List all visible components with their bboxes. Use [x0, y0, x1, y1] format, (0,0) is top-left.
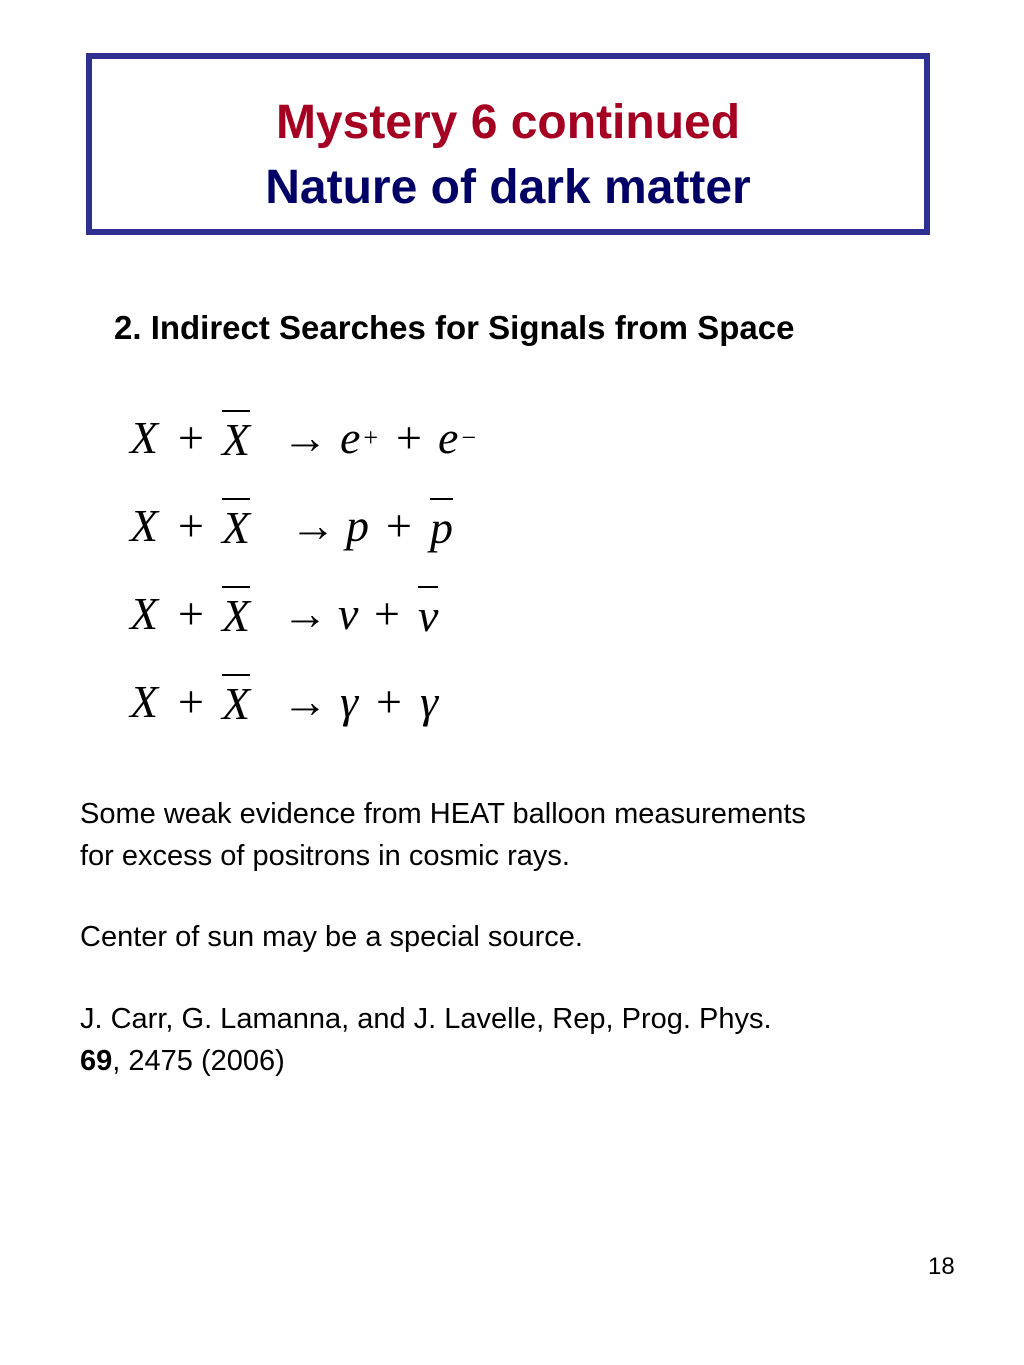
eq-plus: + — [386, 500, 412, 551]
reference-paragraph — [80, 998, 772, 1082]
eq-particle: X — [130, 676, 159, 727]
eq-particle: X — [130, 412, 159, 463]
eq-plus: + — [376, 676, 402, 727]
title-box — [86, 53, 930, 235]
eq-product: e — [340, 412, 361, 463]
equation-gamma — [130, 674, 460, 730]
eq-plus: + — [374, 588, 400, 639]
eq-arrow: → — [290, 500, 336, 551]
eq-plus: + — [178, 588, 204, 639]
eq-arrow: → — [282, 588, 328, 639]
section-heading: 2. Indirect Searches for Signals from Space — [114, 309, 795, 346]
eq-antiproduct: p — [430, 498, 453, 556]
reference-volume: 69 — [80, 1045, 113, 1077]
eq-plus: + — [178, 676, 204, 727]
reference-pages: , 2475 (2006) — [112, 1045, 285, 1077]
eq-antiproduct: ν — [418, 586, 438, 644]
eq-antiparticle: X — [222, 674, 250, 732]
eq-product: ν — [338, 588, 359, 639]
eq-product: γ — [340, 676, 359, 727]
eq-arrow: → — [282, 676, 328, 727]
eq-product: e — [438, 412, 459, 463]
evidence-line: for excess of positrons in cosmic rays. — [80, 840, 570, 872]
eq-product: γ — [420, 676, 439, 727]
eq-antiparticle: X — [222, 410, 250, 468]
slide-title: Mystery 6 continued — [275, 96, 741, 149]
eq-antiparticle: X — [222, 498, 250, 556]
eq-particle: X — [130, 588, 159, 639]
equation-proton — [130, 498, 470, 554]
eq-plus: + — [396, 412, 422, 463]
eq-particle: X — [130, 500, 159, 551]
eq-antiparticle: X — [222, 586, 250, 644]
page-number: 18 — [928, 1253, 955, 1280]
eq-product: p — [346, 500, 369, 551]
eq-charge: + — [363, 423, 379, 452]
eq-charge: − — [461, 423, 477, 452]
evidence-paragraph — [80, 793, 806, 877]
equation-neutrino — [130, 586, 460, 642]
slide-subtitle: Nature of dark matter — [265, 161, 751, 214]
reference-authors: J. Carr, G. Lamanna, and J. Lavelle, Rep, Prog. Phys. — [80, 1003, 772, 1035]
sun-paragraph: Center of sun may be a special source. — [80, 921, 583, 953]
eq-arrow: → — [282, 412, 328, 463]
eq-plus: + — [178, 412, 204, 463]
eq-plus: + — [178, 500, 204, 551]
evidence-line: Some weak evidence from HEAT balloon measurements — [80, 798, 806, 830]
equation-positron — [130, 410, 490, 466]
